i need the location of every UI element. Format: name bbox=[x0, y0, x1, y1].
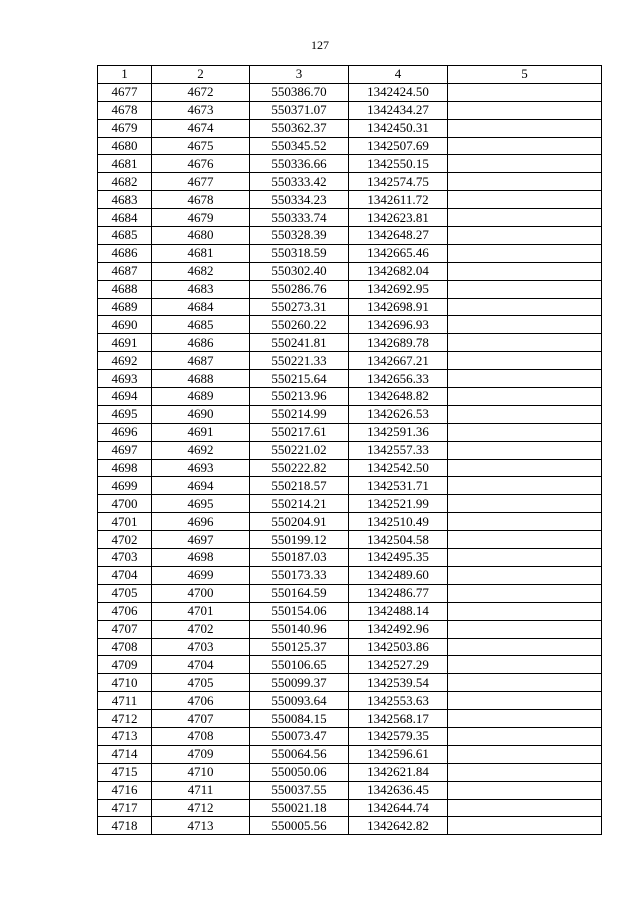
table-cell-col-2: 4694 bbox=[152, 477, 250, 495]
table-cell-col-4: 1342591.36 bbox=[349, 423, 448, 441]
table-row bbox=[98, 745, 602, 763]
table-cell-col-2: 4690 bbox=[152, 405, 250, 423]
table-cell-col-3: 550221.02 bbox=[250, 441, 349, 459]
table-row bbox=[98, 495, 602, 513]
table-cell-col-2: 4704 bbox=[152, 656, 250, 674]
table-cell-col-3: 550037.55 bbox=[250, 781, 349, 799]
table-cell-col-1: 4683 bbox=[98, 191, 152, 209]
table-cell-col-2: 4672 bbox=[152, 83, 250, 101]
table-cell-col-5 bbox=[448, 119, 602, 137]
table-cell-col-5 bbox=[448, 727, 602, 745]
table-cell-col-1: 4694 bbox=[98, 388, 152, 406]
table-cell-col-5 bbox=[448, 298, 602, 316]
table-row bbox=[98, 101, 602, 119]
table-cell-col-4: 1342665.46 bbox=[349, 244, 448, 262]
table-body bbox=[98, 83, 602, 834]
table-cell-col-3: 550106.65 bbox=[250, 656, 349, 674]
table-cell-col-4: 1342611.72 bbox=[349, 191, 448, 209]
table-cell-col-1: 4686 bbox=[98, 244, 152, 262]
table-cell-col-3: 550164.59 bbox=[250, 584, 349, 602]
table-cell-col-4: 1342667.21 bbox=[349, 352, 448, 370]
table-cell-col-4: 1342488.14 bbox=[349, 602, 448, 620]
table-cell-col-2: 4674 bbox=[152, 119, 250, 137]
table-row bbox=[98, 137, 602, 155]
table-row bbox=[98, 566, 602, 584]
table-cell-col-4: 1342492.96 bbox=[349, 620, 448, 638]
table-cell-col-1: 4687 bbox=[98, 262, 152, 280]
table-cell-col-4: 1342542.50 bbox=[349, 459, 448, 477]
table-row bbox=[98, 692, 602, 710]
table-cell-col-2: 4678 bbox=[152, 191, 250, 209]
table-cell-col-3: 550073.47 bbox=[250, 727, 349, 745]
table-row bbox=[98, 781, 602, 799]
table-cell-col-5 bbox=[448, 549, 602, 567]
table-cell-col-4: 1342626.53 bbox=[349, 405, 448, 423]
table-cell-col-4: 1342682.04 bbox=[349, 262, 448, 280]
table-row bbox=[98, 799, 602, 817]
table-row bbox=[98, 656, 602, 674]
table-cell-col-1: 4684 bbox=[98, 209, 152, 227]
table-cell-col-3: 550273.31 bbox=[250, 298, 349, 316]
table-cell-col-2: 4696 bbox=[152, 513, 250, 531]
table-cell-col-3: 550204.91 bbox=[250, 513, 349, 531]
table-cell-col-3: 550333.42 bbox=[250, 173, 349, 191]
table-cell-col-4: 1342644.74 bbox=[349, 799, 448, 817]
table-cell-col-3: 550371.07 bbox=[250, 101, 349, 119]
table-cell-col-4: 1342531.71 bbox=[349, 477, 448, 495]
table-cell-col-4: 1342648.27 bbox=[349, 227, 448, 245]
table-cell-col-3: 550214.99 bbox=[250, 405, 349, 423]
table-row bbox=[98, 227, 602, 245]
table-cell-col-4: 1342568.17 bbox=[349, 710, 448, 728]
table-cell-col-5 bbox=[448, 692, 602, 710]
table-row bbox=[98, 388, 602, 406]
table-cell-col-1: 4682 bbox=[98, 173, 152, 191]
table-row bbox=[98, 209, 602, 227]
table-cell-col-5 bbox=[448, 316, 602, 334]
table-cell-col-2: 4687 bbox=[152, 352, 250, 370]
table-cell-col-5 bbox=[448, 513, 602, 531]
table-cell-col-3: 550050.06 bbox=[250, 763, 349, 781]
table-cell-col-5 bbox=[448, 191, 602, 209]
table-row bbox=[98, 173, 602, 191]
table-cell-col-3: 550187.03 bbox=[250, 549, 349, 567]
table-cell-col-5 bbox=[448, 370, 602, 388]
table-row bbox=[98, 477, 602, 495]
table-cell-col-1: 4712 bbox=[98, 710, 152, 728]
table-cell-col-1: 4715 bbox=[98, 763, 152, 781]
table-cell-col-5 bbox=[448, 763, 602, 781]
table-cell-col-3: 550213.96 bbox=[250, 388, 349, 406]
table-cell-col-4: 1342656.33 bbox=[349, 370, 448, 388]
table-cell-col-4: 1342689.78 bbox=[349, 334, 448, 352]
table-row bbox=[98, 405, 602, 423]
header-row bbox=[98, 66, 602, 84]
table-cell-col-2: 4712 bbox=[152, 799, 250, 817]
table-cell-col-4: 1342648.82 bbox=[349, 388, 448, 406]
table-cell-col-5 bbox=[448, 566, 602, 584]
table-cell-col-2: 4711 bbox=[152, 781, 250, 799]
table-cell-col-1: 4707 bbox=[98, 620, 152, 638]
table-cell-col-3: 550333.74 bbox=[250, 209, 349, 227]
table-cell-col-3: 550328.39 bbox=[250, 227, 349, 245]
table-cell-col-5 bbox=[448, 441, 602, 459]
table-row bbox=[98, 298, 602, 316]
table-row bbox=[98, 155, 602, 173]
table-cell-col-2: 4692 bbox=[152, 441, 250, 459]
table-cell-col-3: 550336.66 bbox=[250, 155, 349, 173]
table-cell-col-2: 4684 bbox=[152, 298, 250, 316]
table-cell-col-4: 1342450.31 bbox=[349, 119, 448, 137]
table-row bbox=[98, 638, 602, 656]
table-cell-col-4: 1342642.82 bbox=[349, 817, 448, 835]
table-cell-col-1: 4702 bbox=[98, 531, 152, 549]
table-cell-col-1: 4678 bbox=[98, 101, 152, 119]
table-cell-col-1: 4706 bbox=[98, 602, 152, 620]
table-cell-col-1: 4704 bbox=[98, 566, 152, 584]
table-cell-col-5 bbox=[448, 262, 602, 280]
table-cell-col-1: 4691 bbox=[98, 334, 152, 352]
table-cell-col-5 bbox=[448, 477, 602, 495]
table-cell-col-1: 4711 bbox=[98, 692, 152, 710]
table-cell-col-3: 550099.37 bbox=[250, 674, 349, 692]
table-row bbox=[98, 584, 602, 602]
table-cell-col-5 bbox=[448, 388, 602, 406]
table-cell-col-5 bbox=[448, 459, 602, 477]
table-cell-col-5 bbox=[448, 781, 602, 799]
table-row bbox=[98, 280, 602, 298]
table-row bbox=[98, 423, 602, 441]
table-cell-col-2: 4679 bbox=[152, 209, 250, 227]
table-cell-col-2: 4709 bbox=[152, 745, 250, 763]
table-cell-col-3: 550221.33 bbox=[250, 352, 349, 370]
table-cell-col-4: 1342579.35 bbox=[349, 727, 448, 745]
table-cell-col-1: 4685 bbox=[98, 227, 152, 245]
table-cell-col-4: 1342495.35 bbox=[349, 549, 448, 567]
table-cell-col-3: 550318.59 bbox=[250, 244, 349, 262]
table-cell-col-2: 4682 bbox=[152, 262, 250, 280]
table-row bbox=[98, 531, 602, 549]
table-cell-col-4: 1342623.81 bbox=[349, 209, 448, 227]
table-cell-col-1: 4696 bbox=[98, 423, 152, 441]
table-cell-col-3: 550362.37 bbox=[250, 119, 349, 137]
table-cell-col-5 bbox=[448, 352, 602, 370]
table-cell-col-2: 4705 bbox=[152, 674, 250, 692]
table-cell-col-5 bbox=[448, 531, 602, 549]
table-cell-col-3: 550084.15 bbox=[250, 710, 349, 728]
table-cell-col-2: 4707 bbox=[152, 710, 250, 728]
column-header-5: 5 bbox=[448, 66, 602, 84]
table-cell-col-2: 4697 bbox=[152, 531, 250, 549]
table-cell-col-1: 4708 bbox=[98, 638, 152, 656]
table-cell-col-3: 550260.22 bbox=[250, 316, 349, 334]
table-cell-col-5 bbox=[448, 227, 602, 245]
table-cell-col-1: 4710 bbox=[98, 674, 152, 692]
table-cell-col-1: 4688 bbox=[98, 280, 152, 298]
coordinates-table bbox=[97, 65, 602, 835]
table-cell-col-2: 4691 bbox=[152, 423, 250, 441]
table-cell-col-1: 4703 bbox=[98, 549, 152, 567]
table-cell-col-3: 550093.64 bbox=[250, 692, 349, 710]
table-row bbox=[98, 459, 602, 477]
table-cell-col-1: 4693 bbox=[98, 370, 152, 388]
table-cell-col-5 bbox=[448, 280, 602, 298]
table-cell-col-1: 4692 bbox=[98, 352, 152, 370]
table-cell-col-1: 4709 bbox=[98, 656, 152, 674]
table-cell-col-2: 4708 bbox=[152, 727, 250, 745]
table-cell-col-3: 550241.81 bbox=[250, 334, 349, 352]
table-cell-col-5 bbox=[448, 620, 602, 638]
table-cell-col-5 bbox=[448, 173, 602, 191]
table-cell-col-3: 550214.21 bbox=[250, 495, 349, 513]
table-cell-col-1: 4718 bbox=[98, 817, 152, 835]
table-cell-col-5 bbox=[448, 334, 602, 352]
table-cell-col-4: 1342507.69 bbox=[349, 137, 448, 155]
table-cell-col-5 bbox=[448, 745, 602, 763]
table-row bbox=[98, 727, 602, 745]
table-cell-col-1: 4695 bbox=[98, 405, 152, 423]
table-cell-col-5 bbox=[448, 155, 602, 173]
table-cell-col-4: 1342696.93 bbox=[349, 316, 448, 334]
table-cell-col-4: 1342621.84 bbox=[349, 763, 448, 781]
table-cell-col-3: 550345.52 bbox=[250, 137, 349, 155]
table-cell-col-2: 4686 bbox=[152, 334, 250, 352]
table-row bbox=[98, 817, 602, 835]
table-cell-col-4: 1342434.27 bbox=[349, 101, 448, 119]
table-cell-col-2: 4713 bbox=[152, 817, 250, 835]
table-cell-col-5 bbox=[448, 209, 602, 227]
table-cell-col-1: 4680 bbox=[98, 137, 152, 155]
table-row bbox=[98, 763, 602, 781]
table-cell-col-4: 1342510.49 bbox=[349, 513, 448, 531]
table-row bbox=[98, 441, 602, 459]
column-header-1: 1 bbox=[98, 66, 152, 84]
table-cell-col-1: 4701 bbox=[98, 513, 152, 531]
table-cell-col-5 bbox=[448, 674, 602, 692]
table-cell-col-4: 1342596.61 bbox=[349, 745, 448, 763]
column-header-4: 4 bbox=[349, 66, 448, 84]
table-cell-col-5 bbox=[448, 656, 602, 674]
table-cell-col-4: 1342550.15 bbox=[349, 155, 448, 173]
table-cell-col-2: 4693 bbox=[152, 459, 250, 477]
column-header-2: 2 bbox=[152, 66, 250, 84]
table-cell-col-3: 550021.18 bbox=[250, 799, 349, 817]
table-cell-col-2: 4683 bbox=[152, 280, 250, 298]
table-cell-col-3: 550286.76 bbox=[250, 280, 349, 298]
table-cell-col-3: 550064.56 bbox=[250, 745, 349, 763]
table-row bbox=[98, 191, 602, 209]
table-cell-col-2: 4677 bbox=[152, 173, 250, 191]
table-cell-col-2: 4689 bbox=[152, 388, 250, 406]
table-cell-col-2: 4681 bbox=[152, 244, 250, 262]
table-cell-col-3: 550334.23 bbox=[250, 191, 349, 209]
table-cell-col-2: 4700 bbox=[152, 584, 250, 602]
table-row bbox=[98, 316, 602, 334]
table-cell-col-3: 550218.57 bbox=[250, 477, 349, 495]
table-cell-col-5 bbox=[448, 405, 602, 423]
table-cell-col-2: 4695 bbox=[152, 495, 250, 513]
page-number: 127 bbox=[311, 38, 329, 52]
table-cell-col-2: 4680 bbox=[152, 227, 250, 245]
table-header bbox=[98, 66, 602, 84]
table-row bbox=[98, 352, 602, 370]
table-cell-col-1: 4690 bbox=[98, 316, 152, 334]
table-cell-col-2: 4673 bbox=[152, 101, 250, 119]
table-cell-col-3: 550173.33 bbox=[250, 566, 349, 584]
table-row bbox=[98, 602, 602, 620]
table-cell-col-4: 1342692.95 bbox=[349, 280, 448, 298]
table-cell-col-1: 4677 bbox=[98, 83, 152, 101]
table-cell-col-5 bbox=[448, 495, 602, 513]
table-cell-col-5 bbox=[448, 817, 602, 835]
table-cell-col-4: 1342486.77 bbox=[349, 584, 448, 602]
table-cell-col-5 bbox=[448, 799, 602, 817]
table-row bbox=[98, 710, 602, 728]
table-cell-col-3: 550199.12 bbox=[250, 531, 349, 549]
table-cell-col-5 bbox=[448, 584, 602, 602]
table-cell-col-4: 1342553.63 bbox=[349, 692, 448, 710]
table-cell-col-2: 4710 bbox=[152, 763, 250, 781]
table-cell-col-3: 550302.40 bbox=[250, 262, 349, 280]
table-cell-col-4: 1342489.60 bbox=[349, 566, 448, 584]
table-row bbox=[98, 119, 602, 137]
table-cell-col-1: 4679 bbox=[98, 119, 152, 137]
table-cell-col-1: 4700 bbox=[98, 495, 152, 513]
table-cell-col-2: 4701 bbox=[152, 602, 250, 620]
table-cell-col-4: 1342698.91 bbox=[349, 298, 448, 316]
table-cell-col-4: 1342504.58 bbox=[349, 531, 448, 549]
table-cell-col-3: 550140.96 bbox=[250, 620, 349, 638]
table-cell-col-4: 1342527.29 bbox=[349, 656, 448, 674]
table-row bbox=[98, 370, 602, 388]
table-cell-col-2: 4703 bbox=[152, 638, 250, 656]
table-cell-col-1: 4713 bbox=[98, 727, 152, 745]
table-cell-col-3: 550005.56 bbox=[250, 817, 349, 835]
table-cell-col-1: 4714 bbox=[98, 745, 152, 763]
table-cell-col-5 bbox=[448, 83, 602, 101]
table-cell-col-5 bbox=[448, 638, 602, 656]
table-cell-col-2: 4698 bbox=[152, 549, 250, 567]
table-cell-col-3: 550215.64 bbox=[250, 370, 349, 388]
table-cell-col-1: 4705 bbox=[98, 584, 152, 602]
table-row bbox=[98, 549, 602, 567]
table-cell-col-1: 4681 bbox=[98, 155, 152, 173]
table-cell-col-4: 1342424.50 bbox=[349, 83, 448, 101]
table-cell-col-2: 4675 bbox=[152, 137, 250, 155]
table-cell-col-5 bbox=[448, 101, 602, 119]
table-cell-col-4: 1342539.54 bbox=[349, 674, 448, 692]
table-cell-col-3: 550125.37 bbox=[250, 638, 349, 656]
table-cell-col-5 bbox=[448, 137, 602, 155]
table-cell-col-3: 550222.82 bbox=[250, 459, 349, 477]
table-cell-col-5 bbox=[448, 602, 602, 620]
table-cell-col-1: 4689 bbox=[98, 298, 152, 316]
table-cell-col-4: 1342503.86 bbox=[349, 638, 448, 656]
table-cell-col-4: 1342557.33 bbox=[349, 441, 448, 459]
table-row bbox=[98, 674, 602, 692]
table-cell-col-5 bbox=[448, 710, 602, 728]
table-cell-col-2: 4702 bbox=[152, 620, 250, 638]
table-cell-col-3: 550154.06 bbox=[250, 602, 349, 620]
table-cell-col-4: 1342521.99 bbox=[349, 495, 448, 513]
table-row bbox=[98, 620, 602, 638]
table-cell-col-1: 4716 bbox=[98, 781, 152, 799]
table-row bbox=[98, 513, 602, 531]
table-row bbox=[98, 334, 602, 352]
table-cell-col-4: 1342574.75 bbox=[349, 173, 448, 191]
table-cell-col-1: 4698 bbox=[98, 459, 152, 477]
table-cell-col-2: 4688 bbox=[152, 370, 250, 388]
table-cell-col-1: 4717 bbox=[98, 799, 152, 817]
table-cell-col-5 bbox=[448, 244, 602, 262]
column-header-3: 3 bbox=[250, 66, 349, 84]
table-cell-col-3: 550386.70 bbox=[250, 83, 349, 101]
table-cell-col-2: 4706 bbox=[152, 692, 250, 710]
table-cell-col-3: 550217.61 bbox=[250, 423, 349, 441]
table-row bbox=[98, 83, 602, 101]
table-cell-col-1: 4699 bbox=[98, 477, 152, 495]
table-cell-col-1: 4697 bbox=[98, 441, 152, 459]
table-cell-col-2: 4676 bbox=[152, 155, 250, 173]
table-cell-col-5 bbox=[448, 423, 602, 441]
table-cell-col-2: 4699 bbox=[152, 566, 250, 584]
table-cell-col-4: 1342636.45 bbox=[349, 781, 448, 799]
table-row bbox=[98, 262, 602, 280]
table-row bbox=[98, 244, 602, 262]
table-cell-col-2: 4685 bbox=[152, 316, 250, 334]
